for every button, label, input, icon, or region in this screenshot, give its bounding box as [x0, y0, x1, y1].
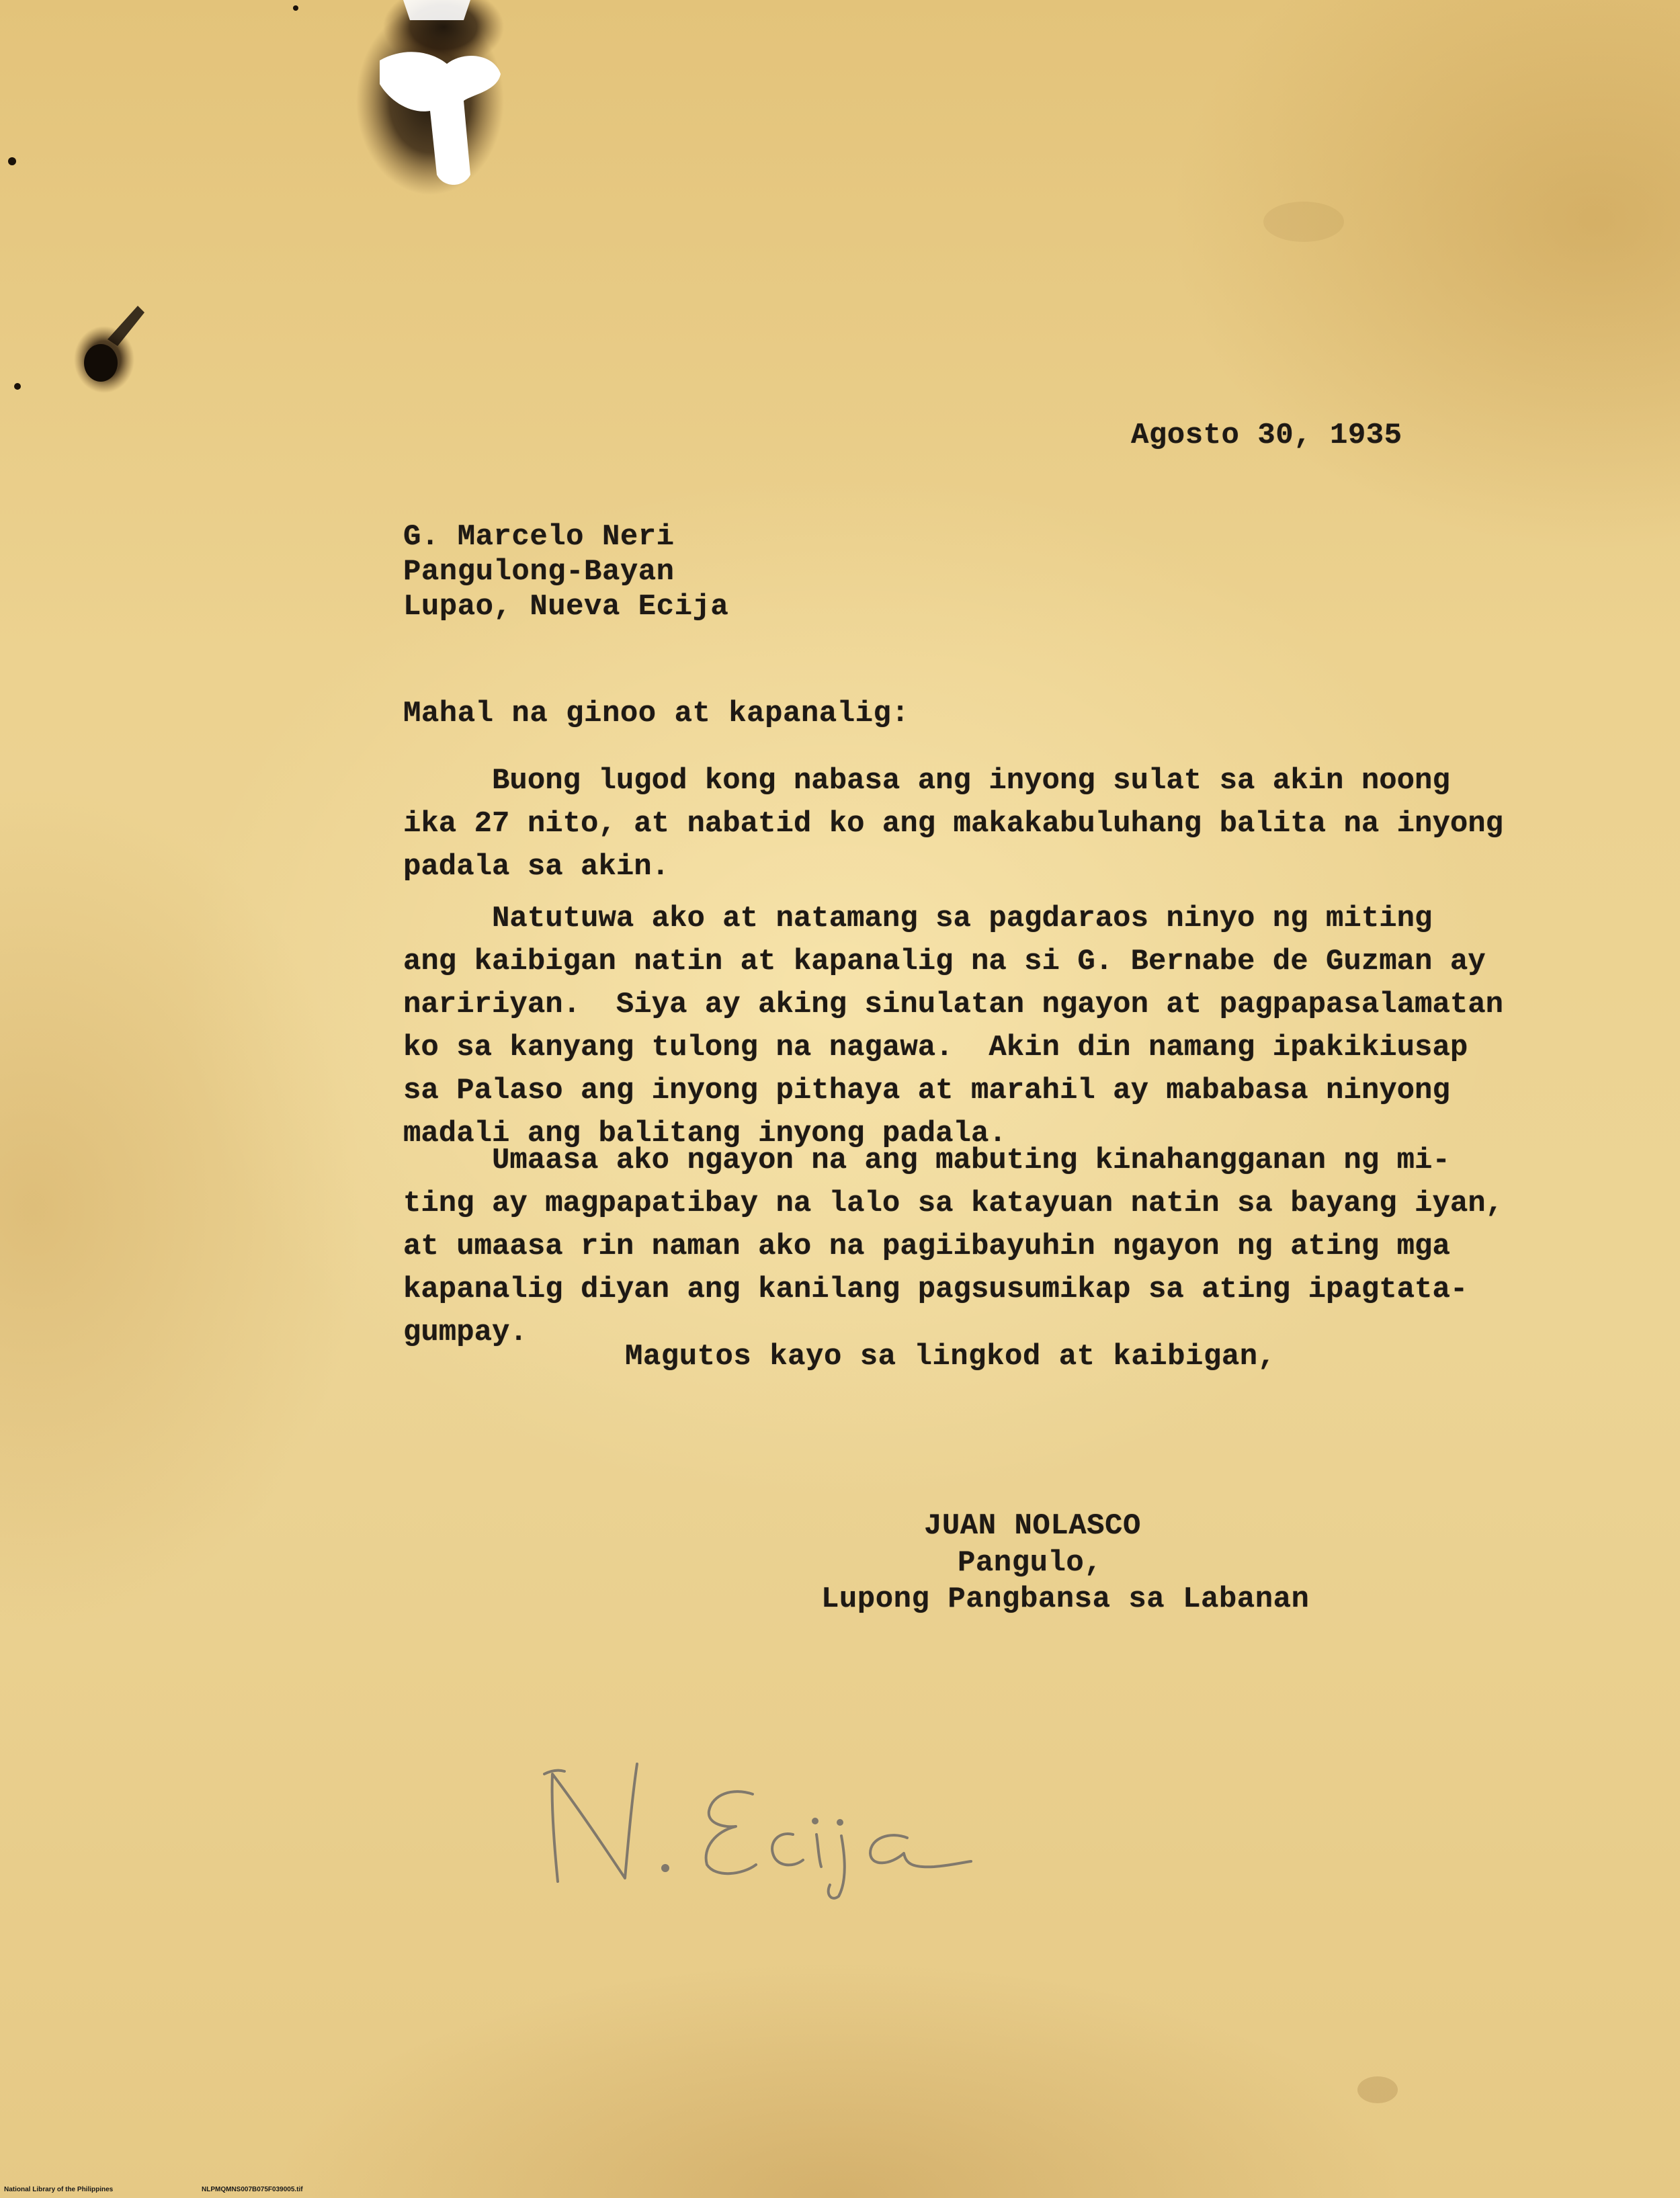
paragraph-line: at umaasa rin naman ako na pagiibayuhin ngayon ng ating mga [403, 1230, 1450, 1263]
recipient-name: G. Marcelo Neri [403, 520, 675, 554]
handwritten-note [531, 1747, 974, 1902]
paragraph-line: kapanalig diyan ang kanilang pagsusumikap sa ating ipagtata- [403, 1273, 1468, 1306]
paper-stain [1263, 202, 1344, 242]
paragraph-line: Umaasa ako ngayon na ang mabuting kinahangganan ng mi- [403, 1144, 1450, 1177]
letter-date: Agosto 30, 1935 [1131, 419, 1402, 452]
paragraph-line: ika 27 nito, at nabatid ko ang makakabuluhang balita na inyong [403, 807, 1504, 841]
paragraph-3 [403, 1139, 1504, 1354]
recipient-title: Pangulong-Bayan [403, 555, 675, 589]
closing: Magutos kayo sa lingkod at kaibigan, [625, 1340, 1276, 1373]
signature-title: Pangulo, [958, 1546, 1103, 1580]
footer-library: National Library of the Philippines [4, 2186, 114, 2193]
signature-name: JUAN NOLASCO [924, 1509, 1141, 1543]
salutation: Mahal na ginoo at kapanalig: [403, 697, 910, 730]
paper-stain [1357, 2076, 1398, 2103]
paragraph-line: ang kaibigan natin at kapanalig na si G. Bernabe de Guzman ay [403, 945, 1486, 978]
paragraph-line: naririyan. Siya ay aking sinulatan ngayon at pagpapasalamatan [403, 988, 1504, 1021]
recipient-location: Lupao, Nueva Ecija [403, 590, 729, 624]
footer-filename: NLPMQMNS007B075F039005.tif [202, 2186, 303, 2193]
paragraph-line: madali ang balitang inyong padala. [403, 1117, 1007, 1150]
paragraph-line: gumpay. [403, 1316, 528, 1349]
paragraph-line: ko sa kanyang tulong na nagawa. Akin din namang ipakikiusap [403, 1031, 1468, 1064]
paragraph-line: Buong lugod kong nabasa ang inyong sulat sa akin noong [403, 764, 1450, 798]
paragraph-line: ting ay magpapatibay na lalo sa katayuan natin sa bayang iyan, [403, 1187, 1504, 1220]
paragraph-line: padala sa akin. [403, 850, 670, 884]
paragraph-line: Natutuwa ako at natamang sa pagdaraos ninyo ng miting [403, 902, 1433, 935]
paragraph-2 [403, 897, 1504, 1155]
paragraph-1 [403, 759, 1504, 888]
paragraph-line: sa Palaso ang inyong pithaya at marahil ay mababasa ninyong [403, 1074, 1450, 1107]
signature-organization: Lupong Pangbansa sa Labanan [821, 1582, 1310, 1616]
